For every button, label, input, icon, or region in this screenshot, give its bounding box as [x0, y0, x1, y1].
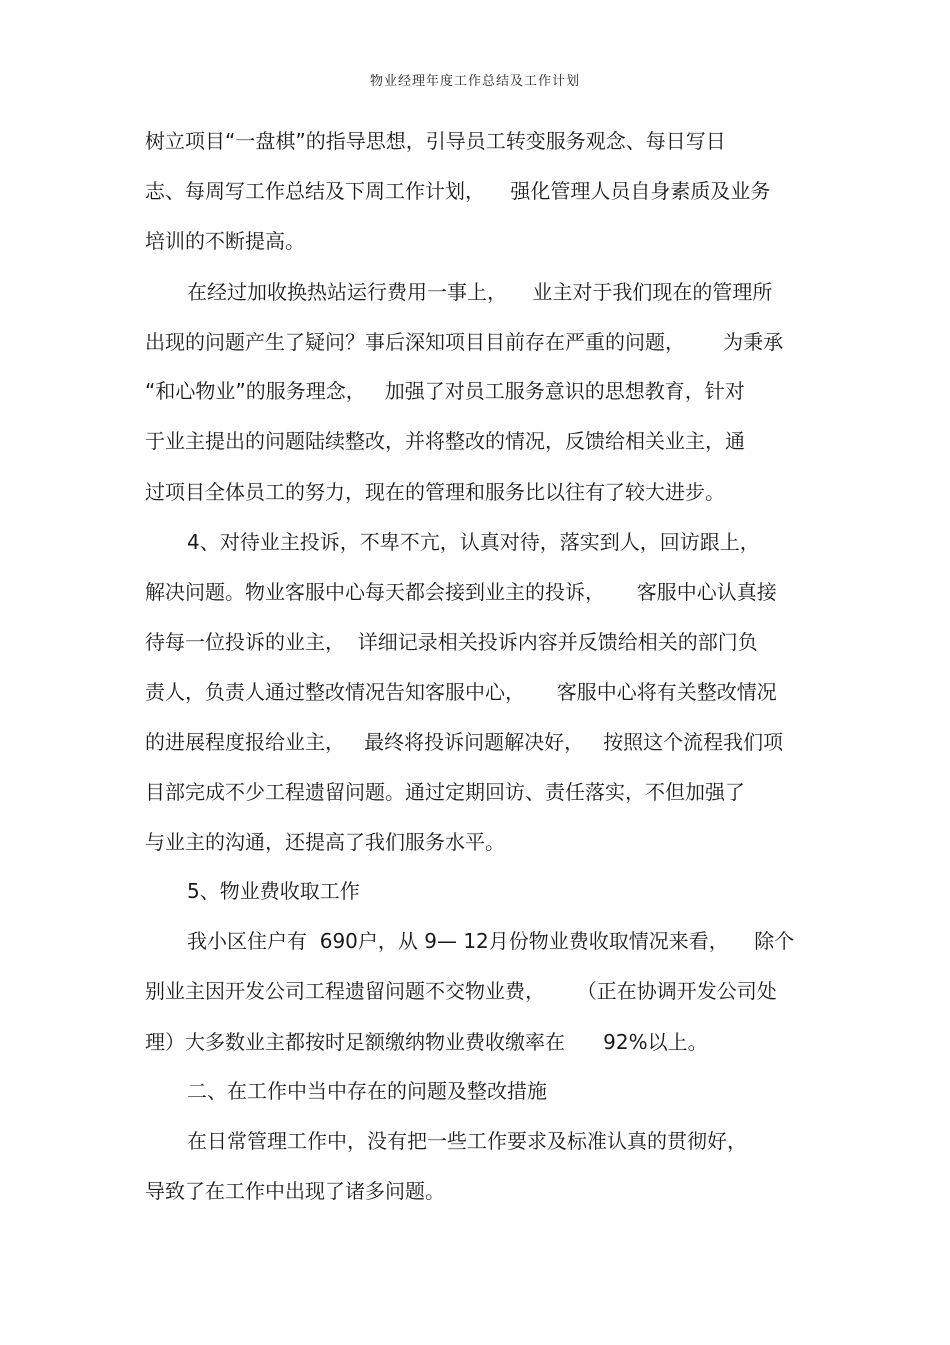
body-line-10: 解决问题。物业客服中心每天都会接到业主的投诉， 客服中心认真接 [145, 580, 777, 604]
body-line-13: 的进展程度报给业主， 最终将投诉问题解决好， 按照这个流程我们项 [145, 730, 784, 754]
body-line-18: 别业主因开发公司工程遗留问题不交物业费， （正在协调开发公司处 [145, 979, 777, 1003]
running-header: 物业经理年度工作总结及工作计划 [369, 74, 580, 89]
body-line-21: 在日常管理工作中，没有把一些工作要求及标准认真的贯彻好， [187, 1129, 747, 1153]
section-heading-5: 5、物业费收取工作 [187, 879, 360, 903]
body-line-15: 与业主的沟通，还提高了我们服务水平。 [145, 830, 505, 854]
body-line-12: 责人，负责人通过整改情况告知客服中心， 客服中心将有关整改情况 [145, 680, 777, 704]
body-line-2: 志、每周写工作总结及下周工作计划， 强化管理人员自身素质及业务 [145, 179, 771, 203]
body-line-22: 导致了在工作中出现了诸多问题。 [145, 1179, 445, 1203]
body-line-1: 树立项目“一盘棋”的指导思想，引导员工转变服务观念、每日写日 [145, 129, 726, 153]
body-line-11: 待每一位投诉的业主， 详细记录相关投诉内容并反馈给相关的部门负 [145, 630, 758, 654]
body-line-7: 于业主提出的问题陆续整改，并将整改的情况，反馈给相关业主，通 [145, 429, 745, 453]
body-line-3: 培训的不断提高。 [145, 229, 305, 253]
body-line-19: 理）大多数业主都按时足额缴纳物业费收缴率在 92%以上。 [145, 1030, 708, 1054]
body-line-5: 出现的问题产生了疑问？事后深知项目目前存在严重的问题， 为秉承 [145, 330, 784, 354]
section-heading-2: 二、在工作中当中存在的问题及整改措施 [187, 1079, 547, 1103]
body-line-4: 在经过加收换热站运行费用一事上， 业主对于我们现在的管理所 [187, 280, 773, 304]
body-line-9: 4、对待业主投诉，不卑不亢，认真对待，落实到人，回访跟上， [187, 530, 760, 554]
body-line-8: 过项目全体员工的努力，现在的管理和服务比以往有了较大进步。 [145, 480, 725, 504]
body-line-6: “和心物业”的服务理念， 加强了对员工服务意识的思想教育，针对 [145, 379, 745, 403]
body-line-17: 我小区住户有 690户，从 9— 12月份物业费收取情况来看， 除个 [187, 929, 795, 953]
body-line-14: 目部完成不少工程遗留问题。通过定期回访、责任落实，不但加强了 [145, 780, 745, 804]
